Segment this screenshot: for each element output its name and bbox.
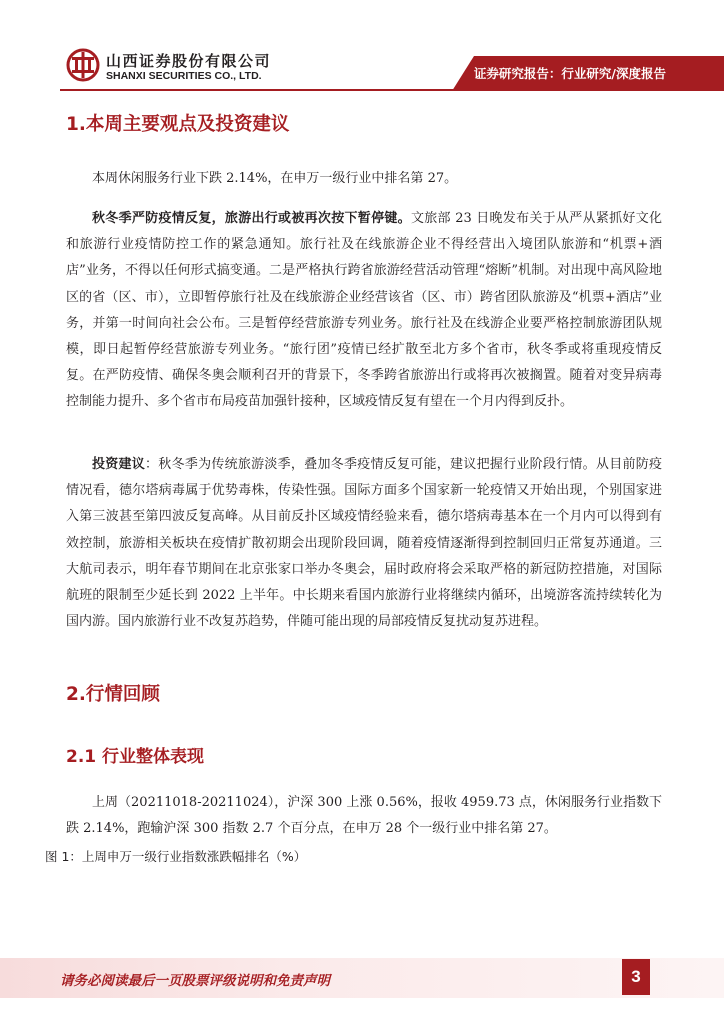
paragraph-market-review: 上周（20211018-20211024），沪深 300 上涨 0.56%，报收 4959.73 点，休闲服务行业指数下跌 2.14%，跑输沪深 300 指数 2.7 个百分点，在申万 28 个一级行业中排名第 27。 (66, 795, 662, 837)
figure-caption: 图 1：上周申万一级行业指数涨跌幅排名（%） (45, 849, 307, 864)
outlook-lead: 秋冬季严防疫情反复，旅游出行或被再次按下暂停键。 (92, 211, 411, 226)
subsection-2-1-title: 2.1 行业整体表现 (66, 747, 205, 767)
footer-disclaimer: 请务必阅读最后一页股票评级说明和免责声明 (60, 973, 330, 989)
report-type: 证券研究报告：行业研究/深度报告 (473, 66, 666, 81)
paragraph-investment-advice (66, 452, 662, 635)
paragraph-outlook (66, 206, 662, 416)
advice-text: ：秋冬季为传统旅游淡季，叠加冬季疫情反复可能，建议把握行业阶段行情。从目前防疫情况看，德尔塔病毒属于优势毒株，传染性强。国际方面多个国家新一轮疫情又开始出现，个别国家进入第三波甚至第四波反复高峰。从目前反扑区域疫情经验来看，德尔塔病毒基本在一个月内可以得到有效控制，旅游相关板块在疫情扩散初期会出现阶段回调，随着疫情逐渐得到控制回归正常复苏通道。三大航司表示，明年春节期间在北京张家口举办冬奥会，届时政府将会采取严格的新冠防控措施，对国际航班的限制至少延长到 2022 上半年。中长期来看国内旅游行业将继续内循环，出境游客流持续转化为国内游。国内旅游行业不改复苏趋势，伴随可能出现的局部疫情反复扰动复苏进程。 (66, 457, 662, 630)
paragraph-summary: 本周休闲服务行业下跌 2.14%，在申万一级行业中排名第 27。 (92, 171, 458, 186)
outlook-text: 文旅部 23 日晚发布关于从严从紧抓好文化和旅游行业疫情防控工作的紧急通知。旅行社及在线旅游企业不得经营出入境团队旅游和“机票+酒店”业务，不得以任何形式搞变通。二是严格执行跨省旅游经营活动管理“熔断”机制。对出现中高风险地区的省（区、市），立即暂停旅行社及在线旅游企业经营该省（区、市）跨省团队旅游及“机票+酒店”业务，并第一时间向社会公布。三是暂停经营旅游专列业务。旅行社及在线游企业要严格控制旅游团队规模，即日起暂停经营旅游专列业务。“旅行团”疫情已经扩散至北方多个省市，秋冬季或将重现疫情反复。在严防疫情、确保冬奥会顺利召开的背景下，冬季跨省旅游出行或将再次被搁置。随着对变异病毒控制能力提升、多个省市布局疫苗加强针接种，区域疫情反复有望在一个月内得到反扑。 (66, 211, 662, 410)
company-name-cn: 山西证券股份有限公司 (106, 52, 272, 70)
section-2-title: 2.行情回顾 (66, 684, 160, 705)
company-name-en: SHANXI SECURITIES CO., LTD. (106, 70, 262, 82)
header-rule (60, 89, 724, 91)
company-logo-icon (66, 48, 100, 82)
advice-lead: 投资建议 (92, 457, 146, 472)
section-1-title: 1.本周主要观点及投资建议 (66, 114, 290, 135)
page-number: 3 (622, 959, 650, 995)
